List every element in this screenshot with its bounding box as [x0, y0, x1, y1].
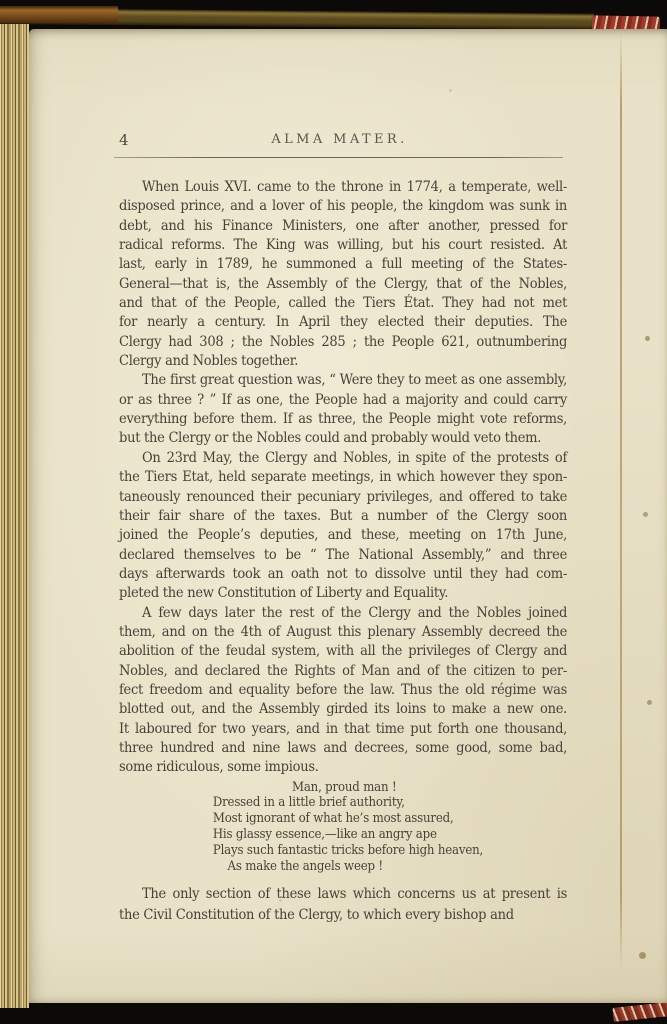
text-line: When Louis XVI. came to the throne in 1774, a temperate, well-	[142, 179, 568, 195]
text-line: radical reforms. The King was willing, but his court resisted. At	[119, 237, 568, 254]
header-rule	[114, 157, 563, 158]
text-line: taneously renounced their pecuniary privileges, and offered to take	[119, 488, 568, 505]
text-line: Clergy and Nobles together.	[119, 353, 299, 370]
text-line: As make the angels weep !	[227, 858, 383, 874]
paragraph	[119, 178, 567, 371]
text-line: their fair share of the taxes. But a number of the Clergy soon	[119, 507, 568, 524]
text-line: A few days later the rest of the Clergy and the Nobles joined	[142, 604, 568, 621]
text-line: blotted out, and the Assembly girded its loins to make a new one.	[119, 701, 568, 718]
text-line: or as three ? ” If as one, the People had a majority and could carry	[119, 391, 568, 408]
text-line: On 23rd May, the Clergy and Nobles, in spite of the protests of	[142, 449, 568, 466]
running-title: ALMA MATER.	[271, 132, 408, 147]
text-line: disposed prince, and a lover of his people, the kingdom was sunk in	[119, 198, 568, 215]
text-line: last, early in 1789, he summoned a full meeting of the States-	[119, 256, 568, 273]
text-line: debt, and his Finance Ministers, one after another, pressed for	[119, 217, 568, 234]
verse-block	[213, 780, 507, 875]
text-line: days afterwards took an oath not to dissolve until they had com-	[119, 565, 568, 582]
text-line: joined the People’s deputies, and these, meeting on 17th June,	[119, 527, 568, 544]
text-line: some ridiculous, some impious.	[119, 759, 319, 776]
text-line: them, and on the 4th of August this plenary Assembly decreed the	[119, 623, 568, 640]
text-line: fect freedom and equality before the law. Thus the old régime was	[119, 681, 568, 698]
text-line: The first great question was, “ Were they to meet as one assembly,	[142, 372, 568, 389]
tailband-bottom	[612, 1002, 667, 1022]
book-page	[29, 29, 667, 1003]
paragraph	[119, 604, 567, 778]
text-line: Plays such fantastic tricks before high heaven,	[212, 842, 484, 858]
closing-paragraph	[119, 884, 567, 925]
paragraph	[119, 371, 567, 448]
text-line: Most ignorant of what he’s most assured,	[212, 811, 454, 827]
gilt-page-edges	[0, 24, 29, 1008]
book-cover-corner-edge	[0, 6, 118, 23]
text-line: Dressed in a little brief authority,	[212, 795, 405, 811]
text-line: His glassy essence,—like an angry ape	[212, 827, 437, 843]
text-line: Clergy had 308 ; the Nobles 285 ; the People 621, outnumbering	[119, 333, 568, 350]
text-line: It laboured for two years, and in that time put forth one thousand,	[119, 720, 568, 737]
paper-blemishes	[29, 29, 32, 32]
page-number: 4	[119, 131, 129, 149]
text-line: and that of the People, called the Tiers État. They had not met	[119, 295, 568, 312]
text-line: for nearly a century. In April they elected their deputies. The	[119, 314, 568, 331]
text-line: General—that is, the Assembly of the Clergy, that of the Nobles,	[119, 275, 568, 292]
text-line: the Tiers Etat, held separate meetings, in which however they spon-	[119, 469, 568, 486]
text-line: three hundred and nine laws and decrees, some good, some bad,	[119, 739, 568, 756]
text-line: the Civil Constitution of the Clergy, to which every bishop and	[119, 906, 514, 923]
text-line: everything before them. If as three, the People might vote reforms,	[119, 411, 568, 428]
text-line: pleted the new Constitution of Liberty and Equality.	[119, 585, 449, 602]
text-line: The only section of these laws which concerns us at present is	[142, 886, 568, 903]
text-line: abolition of the feudal system, with all the privileges of Clergy and	[119, 643, 568, 660]
text-line: Man, proud man !	[291, 779, 397, 795]
page-crease-line	[620, 30, 622, 970]
text-line: declared themselves to be “ The National Assembly,” and three	[119, 546, 568, 563]
body-text	[119, 178, 567, 925]
paragraph	[119, 449, 567, 604]
text-line: Nobles, and declared the Rights of Man and of the citizen to per-	[119, 662, 568, 679]
text-line: but the Clergy or the Nobles could and probably would veto them.	[119, 430, 542, 447]
